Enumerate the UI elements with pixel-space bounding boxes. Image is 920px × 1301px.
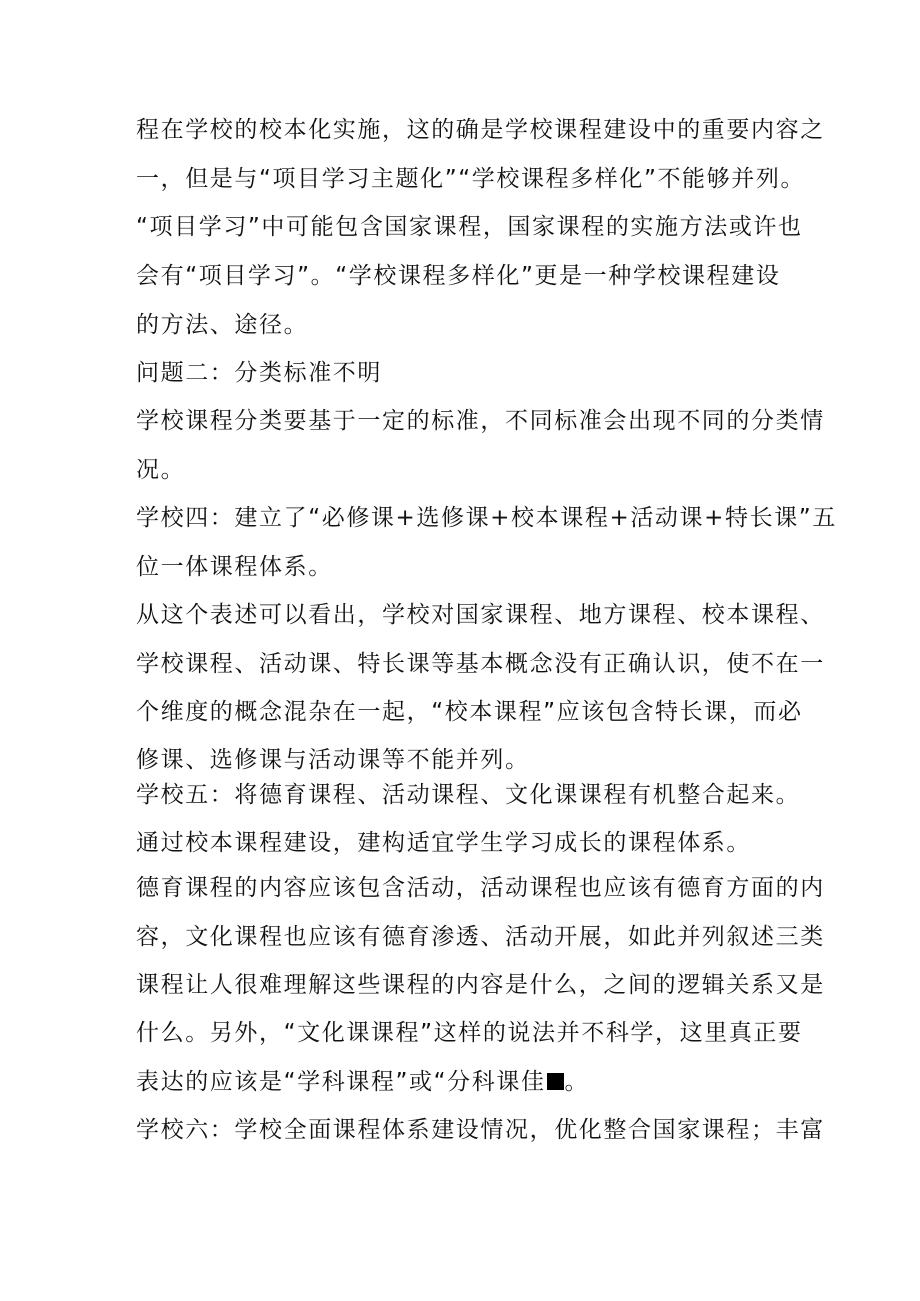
text-line-5: 的方法、途径。 [136,312,309,338]
text-line-9: 学校四：建立了“必修课+选修课+校本课程+活动课+特长课”五 [136,505,837,531]
text-line-14: 修课、选修课与活动课等不能并列。 [136,747,530,773]
text-line-18: 容，文化课程也应该有德育渗透、活动开展，如此并列叙述三类 [136,924,825,950]
text-line-7: 学校课程分类要基于一定的标准，不同标准会出现不同的分类情 [136,408,825,434]
text-line-2: 一，但是与“项目学习主题化”“学校课程多样化”不能够并列。 [136,166,806,192]
text-line-13: 个维度的概念混杂在一起，“校本课程”应该包含特长课，而必 [136,699,803,725]
text-line-11: 从这个表述可以看出，学校对国家课程、地方课程、校本课程、 [136,602,825,628]
text-line-10: 位一体课程体系。 [136,554,333,580]
text-line-16: 通过校本课程建设，建构适宜学生学习成长的课程体系。 [136,830,751,856]
text-line-8: 况。 [136,457,186,483]
text-line-20: 什么。另外，“文化课课程”这样的说法并不科学，这里真正要 [136,1020,803,1046]
text-line-12: 学校课程、活动课、特长课等基本概念没有正确认识，使不在一 [136,651,825,677]
section-heading-issue-two: 问题二：分类标准不明 [136,360,382,386]
text-line-21-tail: 。 [564,1069,590,1095]
text-line-21 [136,1067,589,1097]
redaction-block [547,1073,564,1090]
text-line-21-text: 表达的应该是“学科课程”或“分科课佳 [136,1069,546,1095]
text-line-15: 学校五：将德育课程、活动课程、文化课课程有机整合起来。 [136,782,801,808]
text-line-17: 德育课程的内容应该包含活动，活动课程也应该有德育方面的内 [136,875,825,901]
text-line-1: 程在学校的校本化实施，这的确是学校课程建设中的重要内容之 [136,117,825,143]
text-line-3: “项目学习”中可能包含国家课程，国家课程的实施方法或许也 [136,214,803,240]
text-line-22: 学校六：学校全面课程体系建设情况，优化整合国家课程；丰富 [136,1117,825,1143]
text-line-4: 会有“项目学习”。“学校课程多样化”更是一种学校课程建设 [136,263,781,289]
text-line-19: 课程让人很难理解这些课程的内容是什么，之间的逻辑关系又是 [136,972,825,998]
